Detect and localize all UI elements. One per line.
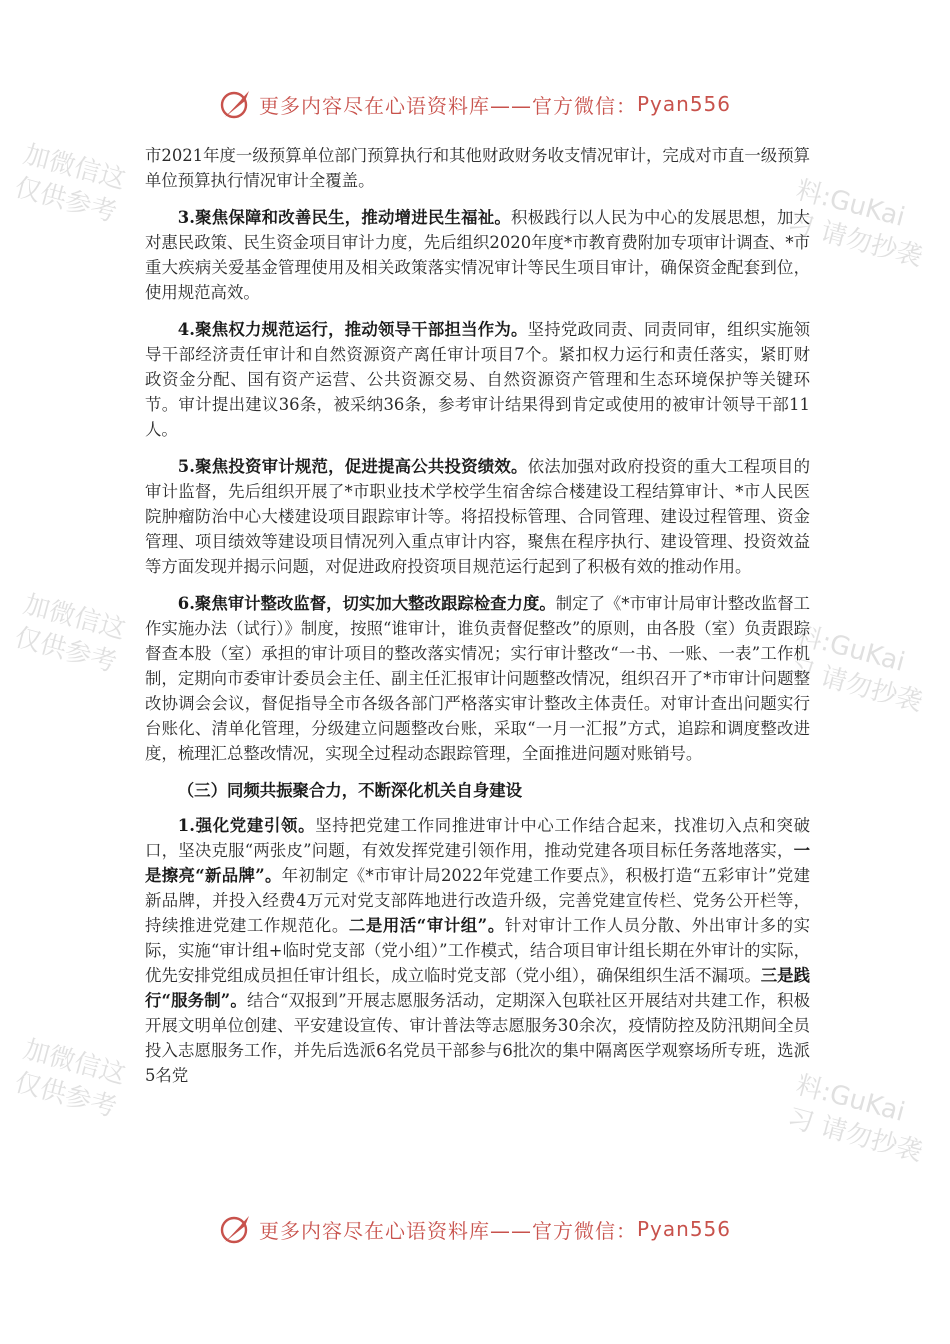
banner-text: 更多内容尽在心语资料库——官方微信： — [258, 1218, 637, 1243]
paragraph-emphasis: 二是用活“审计组”。 — [348, 916, 505, 935]
paragraph-text: 年初制定《*市审计局2022年党建工作要点》，积极打造“五彩审计”党建新品牌，并投入经费4万元对党支部阵地进行改造升级，完善党建宣传栏、党务公开栏等，持续推进党建工作规范化。 — [145, 866, 811, 935]
banner-wechat-id: Pyan556 — [636, 1217, 731, 1241]
watermark-right: 料:GuKai 习 请勿抄袭 — [784, 620, 926, 718]
paragraph-emphasis: 三是践行“服务制”。 — [145, 966, 810, 1010]
paragraph — [145, 591, 810, 766]
paragraph-heading: 4.聚焦权力规范运行，推动领导干部担当作为。 — [177, 320, 528, 339]
paragraph-emphasis: 一是擦亮“新品牌”。 — [145, 841, 810, 885]
footer-banner — [0, 1209, 950, 1249]
paragraph-heading: 1.强化党建引领。 — [177, 816, 316, 835]
paragraph — [145, 454, 810, 579]
paragraph-heading: 3.聚焦保障和改善民生，推动增进民生福祉。 — [177, 208, 511, 227]
quill-logo-icon — [219, 87, 253, 121]
paragraph-heading: 5.聚焦投资审计规范，促进提高公共投资绩效。 — [177, 457, 528, 476]
watermark-left: 加微信这 仅供参考 — [11, 139, 129, 229]
section-heading: （三）同频共振聚合力，不断深化机关自身建设 — [177, 781, 522, 800]
paragraph-text: 依法加强对政府投资的重大工程项目的审计监督，先后组织开展了*市职业技术学校学生宿舍综合楼建设工程结算审计、*市人民医院肿瘤防治中心大楼建设项目跟踪审计等。将招投标管理、合同管理、建设过程管理、资金管理、项目绩效等建设项目情况列入重点审计内容，聚焦在程序执行、建设管理、投资效益等方面发现并揭示问题，对促进政府投资项目规范运行起到了积极有效的推动作用。 — [145, 457, 810, 576]
watermark-right: 料:GuKai 习 请勿抄袭 — [784, 175, 926, 273]
paragraph-text: 结合“双报到”开展志愿服务活动，定期深入包联社区开展结对共建工作，积极开展文明单位创建、平安建设宣传、审计普法等志愿服务30余次，疫情防控及防汛期间全员投入志愿服务工作，并先后选派6名党员干部参与6批次的集中隔离医学观察场所专班，选派5名党 — [145, 991, 811, 1085]
paragraph — [145, 813, 810, 1088]
paragraph — [145, 205, 810, 305]
paragraph-text: 针对审计工作人员分散、外出审计多的实际，实施“审计组+临时党支部（党小组）”工作模式，结合项目审计组长期在外审计的实际，优先安排党组成员担任审计组长，成立临时党支部（党小组），确保组织生活不漏项。 — [145, 916, 811, 985]
paragraph — [145, 143, 810, 193]
watermark-left: 加微信这 仅供参考 — [11, 1034, 129, 1124]
paragraph — [145, 317, 810, 442]
header-banner — [0, 84, 950, 124]
paragraph-text: 制定了《*市审计局审计整改监督工作实施办法（试行）》制度，按照“谁审计，谁负责督促整改”的原则，由各股（室）负责跟踪督查本股（室）承担的审计项目的整改落实情况；实行审计整改“一书、一账、一表”工作机制，定期向市委审计委员会主任、副主任汇报审计问题整改情况，组织召开了*市审计问题整改协调会会议，督促指导全市各级各部门严格落实审计整改主体责任。对审计查出问题实行台账化、清单化管理，分级建立问题整改台账，采取“一月一汇报”方式，追踪和调度整改进度，梳理汇总整改情况，实现全过程动态跟踪管理，全面推进问题对账销号。 — [145, 594, 810, 763]
paragraph-text: 坚持把党建工作同推进审计中心工作结合起来，找准切入点和突破口，坚决克服“两张皮”问题，有效发挥党建引领作用，推动党建各项目标任务落地落实， — [145, 816, 810, 860]
banner-wechat-id: Pyan556 — [636, 92, 731, 116]
quill-logo-icon — [219, 1212, 253, 1246]
watermark-left: 加微信这 仅供参考 — [11, 589, 129, 679]
banner-text: 更多内容尽在心语资料库——官方微信： — [258, 93, 637, 118]
paragraph-heading: 6.聚焦审计整改监督，切实加大整改跟踪检查力度。 — [177, 594, 556, 613]
watermark-right: 料:GuKai 习 请勿抄袭 — [784, 1070, 926, 1168]
paragraph-text: 市2021年度一级预算单位部门预算执行和其他财政财务收支情况审计，完成对市直一级预算单位预算执行情况审计全覆盖。 — [145, 146, 810, 190]
paragraph-text: 积极践行以人民为中心的发展思想，加大对惠民政策、民生资金项目审计力度，先后组织2020年度*市教育费附加专项审计调查、*市重大疾病关爱基金管理使用及相关政策落实情况审计等民生项目审计，确保资金配套到位，使用规范高效。 — [145, 208, 810, 302]
document-body — [145, 143, 810, 1100]
paragraph-text: 坚持党政同责、同责同审，组织实施领导干部经济责任审计和自然资源资产离任审计项目7个。紧扣权力运行和责任落实，紧盯财政资金分配、国有资产运营、公共资源交易、自然资源资产管理和生态环境保护等关键环节。审计提出建议36条，被采纳36条，参考审计结果得到肯定或使用的被审计领导干部11人。 — [145, 320, 810, 439]
